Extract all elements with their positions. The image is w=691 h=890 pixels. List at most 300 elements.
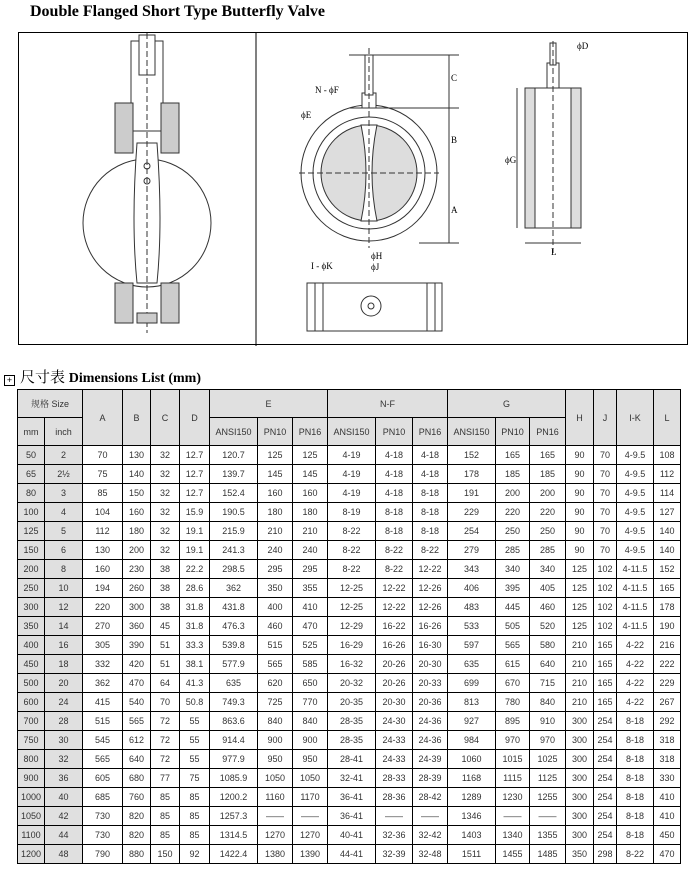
table-cell: 1511 [448,845,496,864]
table-cell: 36 [45,769,83,788]
table-cell: 840 [258,712,293,731]
table-cell: 210 [566,655,594,674]
table-cell: 350 [258,579,293,598]
table-cell: 145 [293,465,328,484]
table-cell: 4-9.5 [617,522,654,541]
table-cell: 3 [45,484,83,503]
table-cell: 28-36 [376,788,413,807]
table-cell: 813 [448,693,496,712]
table-cell: 185 [496,465,530,484]
table-cell: 8-18 [617,826,654,845]
table-cell: 140 [654,541,681,560]
table-cell: 730 [83,807,123,826]
table-cell: 270 [83,617,123,636]
table-row [18,617,681,636]
table-cell: 30 [45,731,83,750]
table-row [18,598,681,617]
table-cell: 16-26 [413,617,448,636]
table-cell: 230 [123,560,151,579]
table-cell: 4-22 [617,674,654,693]
table-cell: 910 [530,712,566,731]
table-cell: 112 [654,465,681,484]
table-cell: 800 [18,750,45,769]
table-cell: 102 [594,560,617,579]
table-cell: 545 [83,731,123,750]
table-cell: 8-18 [617,769,654,788]
table-row [18,807,681,826]
table-cell: 194 [83,579,123,598]
valve-drawing [18,32,688,345]
table-cell: 24-30 [376,712,413,731]
table-cell: 820 [123,807,151,826]
table-cell: 20-26 [376,674,413,693]
table-cell: 127 [654,503,681,522]
table-cell: 90 [566,503,594,522]
svg-text:I - ϕK: I - ϕK [311,261,333,271]
table-cell: 730 [83,826,123,845]
table-cell: 12-29 [328,617,376,636]
table-cell: 300 [566,788,594,807]
table-cell: 350 [566,845,594,864]
table-cell: 191 [448,484,496,503]
table-cell: 300 [566,731,594,750]
table-cell: 8-18 [413,522,448,541]
table-cell: 515 [258,636,293,655]
table-cell: 32 [151,484,180,503]
table-row [18,712,681,731]
header-c: C [151,390,180,446]
table-cell: 240 [258,541,293,560]
table-cell: 20-26 [376,655,413,674]
header-g-pn16: PN16 [530,418,566,446]
table-cell: 406 [448,579,496,598]
table-cell: 4-18 [376,446,413,465]
table-cell: 360 [123,617,151,636]
table-cell: 24-36 [413,731,448,750]
table-cell: 85 [180,807,210,826]
table-row [18,693,681,712]
table-cell: 50 [18,446,45,465]
table-cell: 863.6 [210,712,258,731]
table-cell: 254 [594,731,617,750]
table-cell: 250 [18,579,45,598]
table-row [18,579,681,598]
table-row [18,674,681,693]
table-cell: 8-19 [328,503,376,522]
table-cell: 750 [18,731,45,750]
table-row [18,731,681,750]
table-cell: 318 [654,731,681,750]
table-cell: 108 [654,446,681,465]
table-cell: 24-36 [413,712,448,731]
table-cell: 300 [566,807,594,826]
table-cell: 1340 [496,826,530,845]
table-cell: 635 [210,674,258,693]
table-cell: 165 [654,579,681,598]
table-cell: 1355 [530,826,566,845]
table-cell: 1485 [530,845,566,864]
table-cell: 104 [83,503,123,522]
table-cell: 165 [594,655,617,674]
table-cell: 927 [448,712,496,731]
table-cell: 415 [83,693,123,712]
table-cell: 165 [594,693,617,712]
table-cell: 260 [123,579,151,598]
table-row [18,465,681,484]
table-cell: 4-9.5 [617,484,654,503]
table-row [18,446,681,465]
table-cell: 125 [293,446,328,465]
table-cell: 28 [45,712,83,731]
table-cell: 950 [293,750,328,769]
table-cell: 680 [123,769,151,788]
table-cell: 1230 [496,788,530,807]
table-cell: 102 [594,598,617,617]
table-row [18,655,681,674]
header-d: D [180,390,210,446]
table-cell: 298.5 [210,560,258,579]
table-cell: 914.4 [210,731,258,750]
svg-text:A: A [451,205,458,215]
table-cell: 32-48 [413,845,448,864]
table-cell: 12.7 [180,484,210,503]
header-h: H [566,390,594,446]
table-cell: 210 [566,674,594,693]
table-cell: 220 [83,598,123,617]
table-cell: 1270 [258,826,293,845]
header-g-pn10: PN10 [496,418,530,446]
table-row [18,560,681,579]
table-cell: 895 [496,712,530,731]
table-cell: 210 [258,522,293,541]
table-cell: 130 [83,541,123,560]
table-cell: 51 [151,636,180,655]
table-cell: 4-19 [328,484,376,503]
table-cell: 28-41 [328,750,376,769]
table-cell: 180 [293,503,328,522]
table-cell: 31.8 [180,598,210,617]
table-cell: 12-26 [413,598,448,617]
table-cell: 140 [654,522,681,541]
table-cell: 332 [83,655,123,674]
table-cell: 900 [258,731,293,750]
table-cell: 210 [566,636,594,655]
table-cell: 1422.4 [210,845,258,864]
table-heading [20,366,201,387]
table-cell: 120.7 [210,446,258,465]
table-cell: 431.8 [210,598,258,617]
table-cell: 165 [594,674,617,693]
table-cell: 28-33 [376,769,413,788]
table-cell: 1346 [448,807,496,826]
table-cell: 1289 [448,788,496,807]
table-cell: 450 [18,655,45,674]
table-cell: —— [530,807,566,826]
table-cell: 70 [151,693,180,712]
header-g: G [448,390,566,418]
table-cell: 950 [258,750,293,769]
table-cell: 125 [566,579,594,598]
table-cell: 216 [654,636,681,655]
table-cell: 100 [18,503,45,522]
table-cell: 254 [594,788,617,807]
table-cell: 70 [594,446,617,465]
table-cell: 900 [18,769,45,788]
table-cell: 250 [496,522,530,541]
table-cell: 140 [123,465,151,484]
table-cell: 12.7 [180,465,210,484]
table-cell: 75 [83,465,123,484]
bottom-view [307,283,442,331]
table-cell: 72 [151,731,180,750]
table-cell: 36-41 [328,788,376,807]
table-cell: 420 [123,655,151,674]
table-row [18,788,681,807]
table-cell: 460 [530,598,566,617]
table-cell: 4-22 [617,655,654,674]
table-cell: 12-25 [328,598,376,617]
table-cell: 1050 [258,769,293,788]
table-cell: 1455 [496,845,530,864]
table-cell: 2½ [45,465,83,484]
table-cell: 150 [123,484,151,503]
table-cell: 650 [293,674,328,693]
table-cell: 445 [496,598,530,617]
table-cell: 28-35 [328,712,376,731]
header-j: J [594,390,617,446]
table-cell: 24-39 [413,750,448,769]
table-cell: 85 [180,826,210,845]
table-cell: 597 [448,636,496,655]
table-cell: 405 [530,579,566,598]
table-cell: 1000 [18,788,45,807]
table-cell: 114 [654,484,681,503]
table-cell: 4-9.5 [617,446,654,465]
table-cell: 285 [496,541,530,560]
table-cell: 1060 [448,750,496,769]
table-cell: 5 [45,522,83,541]
table-cell: 254 [594,769,617,788]
svg-text:N - ϕF: N - ϕF [315,85,339,95]
table-cell: 4-22 [617,693,654,712]
table-cell: 16-26 [376,636,413,655]
table-cell: 8-22 [413,541,448,560]
table-cell: 605 [83,769,123,788]
table-row [18,503,681,522]
table-cell: 16-32 [328,655,376,674]
table-cell: 20-35 [328,693,376,712]
table-cell: 820 [123,826,151,845]
table-cell: 28-35 [328,731,376,750]
table-cell: 80 [18,484,45,503]
table-cell: 4-9.5 [617,541,654,560]
table-cell: 362 [210,579,258,598]
table-cell: 22.2 [180,560,210,579]
table-cell: 85 [151,788,180,807]
table-cell: 55 [180,731,210,750]
table-cell: 565 [496,636,530,655]
table-cell: 8-22 [376,541,413,560]
table-cell: 152 [654,560,681,579]
table-cell: 640 [530,655,566,674]
table-cell: 470 [654,845,681,864]
table-cell: 38.1 [180,655,210,674]
table-cell: 8-18 [617,712,654,731]
table-cell: 1170 [293,788,328,807]
table-cell: 12-22 [376,598,413,617]
table-cell: 19.1 [180,541,210,560]
table-cell: 8-22 [328,541,376,560]
table-cell: 70 [594,465,617,484]
table-cell: 4-11.5 [617,617,654,636]
table-cell: 2 [45,446,83,465]
table-cell: 254 [594,807,617,826]
header-mm: mm [18,418,45,446]
table-cell: 220 [496,503,530,522]
table-cell: 24-33 [376,750,413,769]
table-row [18,826,681,845]
table-cell: 45 [151,617,180,636]
table-cell: 1125 [530,769,566,788]
table-cell: 410 [654,807,681,826]
table-cell: 70 [594,522,617,541]
table-cell: 32 [151,541,180,560]
table-cell: 1270 [293,826,328,845]
table-cell: 267 [654,693,681,712]
table-cell: 20-36 [413,693,448,712]
table-cell: 210 [566,693,594,712]
header-nf-ansi150: ANSI150 [328,418,376,446]
table-cell: 1200.2 [210,788,258,807]
table-cell: 4-19 [328,465,376,484]
table-cell: 229 [448,503,496,522]
table-cell: 145 [258,465,293,484]
table-cell: 565 [83,750,123,769]
table-cell: 4-11.5 [617,560,654,579]
table-cell: —— [413,807,448,826]
table-cell: 254 [594,826,617,845]
table-cell: 699 [448,674,496,693]
table-cell: 1257.3 [210,807,258,826]
table-cell: 50.8 [180,693,210,712]
table-cell: 32 [151,446,180,465]
header-nf-pn16: PN16 [413,418,448,446]
table-cell: 152 [448,446,496,465]
table-cell: 44 [45,826,83,845]
table-cell: 300 [566,750,594,769]
table-cell: 20-30 [376,693,413,712]
table-cell: 620 [258,674,293,693]
table-cell: 330 [654,769,681,788]
table-cell: 240 [293,541,328,560]
table-cell: 790 [83,845,123,864]
table-cell: 880 [123,845,151,864]
table-cell: 1085.9 [210,769,258,788]
table-cell: 4-18 [376,484,413,503]
table-cell: 200 [530,484,566,503]
table-cell: 565 [123,712,151,731]
table-cell: 483 [448,598,496,617]
table-cell: —— [376,807,413,826]
table-cell: —— [293,807,328,826]
table-cell: 760 [123,788,151,807]
table-cell: 343 [448,560,496,579]
table-cell: 400 [258,598,293,617]
table-cell: 160 [123,503,151,522]
table-row [18,522,681,541]
svg-text:B: B [451,135,458,145]
table-cell: 222 [654,655,681,674]
svg-text:C: C [451,73,458,83]
table-cell: 1403 [448,826,496,845]
table-cell: 15.9 [180,503,210,522]
table-cell: 4-9.5 [617,465,654,484]
table-cell: 395 [496,579,530,598]
table-cell: 190 [654,617,681,636]
table-cell: 305 [83,636,123,655]
table-cell: 180 [123,522,151,541]
table-cell: —— [258,807,293,826]
table-cell: 1050 [293,769,328,788]
table-cell: 539.8 [210,636,258,655]
table-cell: 250 [530,522,566,541]
table-cell: 55 [180,712,210,731]
table-move-handle[interactable]: + [4,375,15,386]
svg-text:ϕE: ϕE [301,110,312,120]
table-cell: 340 [530,560,566,579]
table-cell: 12-25 [328,579,376,598]
table-cell: 32-42 [413,826,448,845]
table-cell: 1100 [18,826,45,845]
table-cell: 16-29 [328,636,376,655]
table-cell: 160 [83,560,123,579]
table-cell: 77 [151,769,180,788]
table-cell: 285 [530,541,566,560]
table-cell: 520 [530,617,566,636]
table-cell: 770 [293,693,328,712]
table-cell: 64 [151,674,180,693]
table-cell: 460 [258,617,293,636]
header-e-pn16: PN16 [293,418,328,446]
table-cell: 32-41 [328,769,376,788]
table-cell: 4 [45,503,83,522]
table-cell: 1050 [18,807,45,826]
table-cell: 125 [18,522,45,541]
header-g-ansi150: ANSI150 [448,418,496,446]
header-ik: I-K [617,390,654,446]
table-cell: 130 [123,446,151,465]
table-cell: 300 [123,598,151,617]
table-cell: 85 [151,826,180,845]
table-cell: 715 [530,674,566,693]
table-cell: 292 [654,712,681,731]
table-cell: 577.9 [210,655,258,674]
table-cell: 505 [496,617,530,636]
table-cell: 241.3 [210,541,258,560]
svg-text:ϕJ: ϕJ [371,262,380,272]
table-cell: 38 [151,579,180,598]
table-row [18,769,681,788]
table-cell: 6 [45,541,83,560]
table-cell: 4-18 [413,465,448,484]
table-cell: 32-36 [376,826,413,845]
table-cell: 20-30 [413,655,448,674]
table-cell: 150 [18,541,45,560]
table-cell: 585 [293,655,328,674]
table-cell: 780 [496,693,530,712]
table-cell: 390 [123,636,151,655]
table-cell: 90 [566,484,594,503]
